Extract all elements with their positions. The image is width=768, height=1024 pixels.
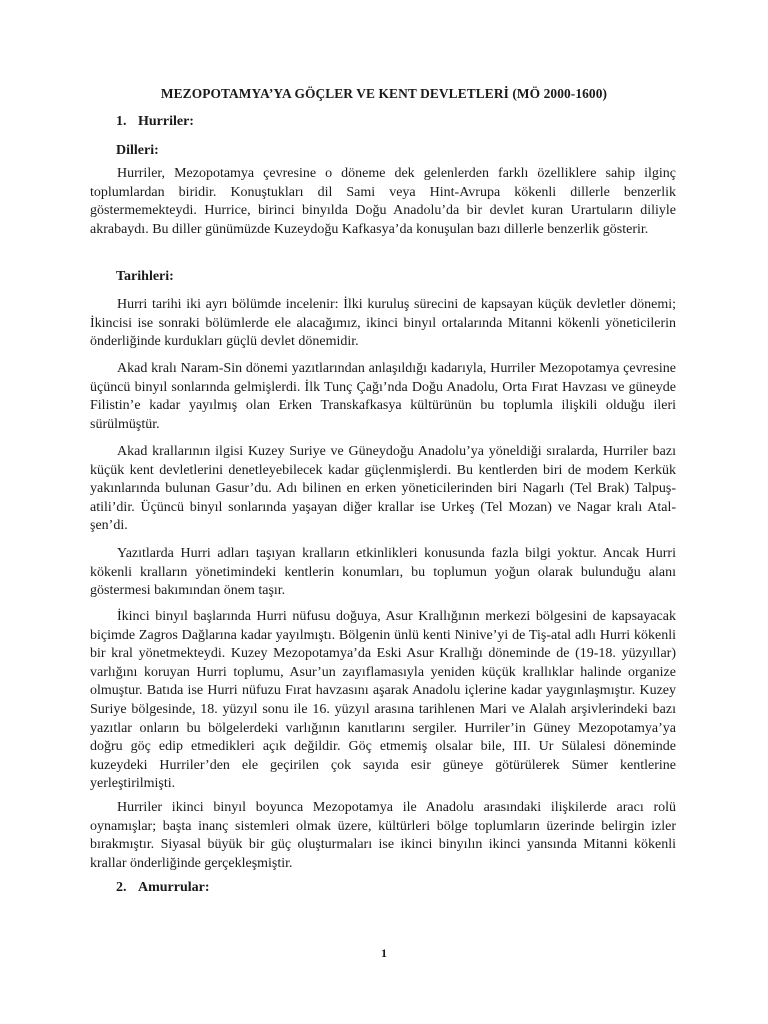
section-heading-hurriler <box>116 114 194 130</box>
paragraph-tarih-4: Yazıtlarda Hurri adları taşıyan kralların etkinlikleri konusunda fazla bilgi yoktur. Ancak Hurri kökenli kralların yönetimindeki kentlerin konumları, bu toplumun yoğun olarak bulunduğu alanı göstermesi bakımından önem taşır. <box>90 546 676 599</box>
paragraph-dilleri: Hurriler, Mezopotamya çevresine o döneme dek gelenlerden farklı özelliklere sahip ilginç toplumlardan biridir. Konuştukları dil Sami veya Hint-Avrupa kökenli dillerle benzerlik göstermemekteydi. Hurrice, birinci binyılda Doğu Anadolu’da bir devlet kuran Urartuların diliyle akrabaydı. Bu diller günümüzde Kuzeydoğu Kafkasya’da konuşulan bazı dillerle benzerlik gösterir. <box>90 166 676 237</box>
subheading-dilleri: Dilleri: <box>116 143 159 158</box>
section-number: 2. <box>116 880 127 895</box>
page-title: MEZOPOTAMYA’YA GÖÇLER VE KENT DEVLETLERİ (MÖ 2000-1600) <box>160 86 608 101</box>
page-number: 1 <box>381 946 387 960</box>
paragraph-tarih-5: İkinci binyıl başlarında Hurri nüfusu doğuya, Asur Krallığının merkezi bölgesini de kapsayacak biçimde Zagros Dağlarına kadar yayılmıştı. Bölgenin ünlü kenti Ninive’yi de Tiş-atal adlı Hurri kökenli bir kral yönetmekteydi. Kuzey Mezopotamya’da Eski Asur Krallığı döneminde de (19-18. yüzyıllar) varlığını koruyan Hurri toplumu, Asur’un zayıflamasıyla yeniden küçük krallıklar halinde organize olmuştur. Batıda ise Hurri nüfuzu Fırat havzasını aşarak Anadolu içlerine kadar yaygınlaşmıştır. Kuzey Suriye bölgesinde, 18. yüzyıl sonu ile 16. yüzyıl arasına tarihlenen Mari ve Alalah arşivlerindeki bazı yazıtlar onların bu bölgelerdeki varlığının kanıtlarını sergiler. Hurriler’in Güney Mezopotamya’ya doğru göç edip etmedikleri açık değildir. Göç etmemiş olsalar bile, III. Ur Sülalesi döneminde kuzeydeki Hurriler’den ele geçirilen çok sayıda esir güneye götürülerek Sümer kentlerine yerleştirilmişti. <box>90 609 676 792</box>
section-number: 1. <box>116 114 127 129</box>
section-heading-amurrular <box>116 880 210 896</box>
paragraph-tarih-3: Akad krallarının ilgisi Kuzey Suriye ve Güneydoğu Anadolu’ya yöneldiği sıralarda, Hurriler bazı küçük kent devletlerini denetleyebilecek kadar güçlenmişlerdi. Bu kentlerden biri de modem Kerkük yakınlarında bulunan Gasur’du. Adı bilinen en erken yöneticilerinden biri Nagarlı (Tel Brak) Talpuş-atili’dir. Üçüncü binyıl sonlarında yaşayan diğer krallar ise Urkeş (Tel Mozan) ve Nagar kralı Atal-şen’di. <box>90 444 676 534</box>
section-label: Hurriler: <box>138 114 194 129</box>
section-label: Amurrular: <box>138 880 210 895</box>
subheading-tarihleri: Tarihleri: <box>116 269 174 284</box>
paragraph-tarih-1: Hurri tarihi iki ayrı bölümde incelenir: İlki kuruluş sürecini de kapsayan küçük devletler dönemi; İkincisi ise sonraki bölümlerde ele alacağımız, ikinci binyıl ortalarında Mitanni kökenli yöneticilerin önderliğinde kurdukları güçlü devlet dönemidir. <box>90 297 676 350</box>
paragraph-tarih-2: Akad kralı Naram-Sin dönemi yazıtlarından anlaşıldığı kadarıyla, Hurriler Mezopotamya çevresine üçüncü binyıl sonlarında gelmişlerdi. İlk Tunç Çağı’nda Doğu Anadolu, Orta Fırat Havzası ve güneyde Filistin’e kadar yayılmış olan Erken Transkafkasya kültürünün bu toplumla ilişkili olduğu ileri sürülmüştür. <box>90 361 676 432</box>
paragraph-tarih-6: Hurriler ikinci binyıl boyunca Mezopotamya ile Anadolu arasındaki ilişkilerde aracı rolü oynamışlar; başta inanç sistemleri olmak üzere, kültürleri bölge toplumların üzerinde belirgin izler bırakmıştır. Siyasal büyük bir güç oluşturmaları ise ikinci binyılın ikinci yansında Mitanni kökenli krallar önderliğinde gerçekleşmiştir. <box>90 800 676 871</box>
